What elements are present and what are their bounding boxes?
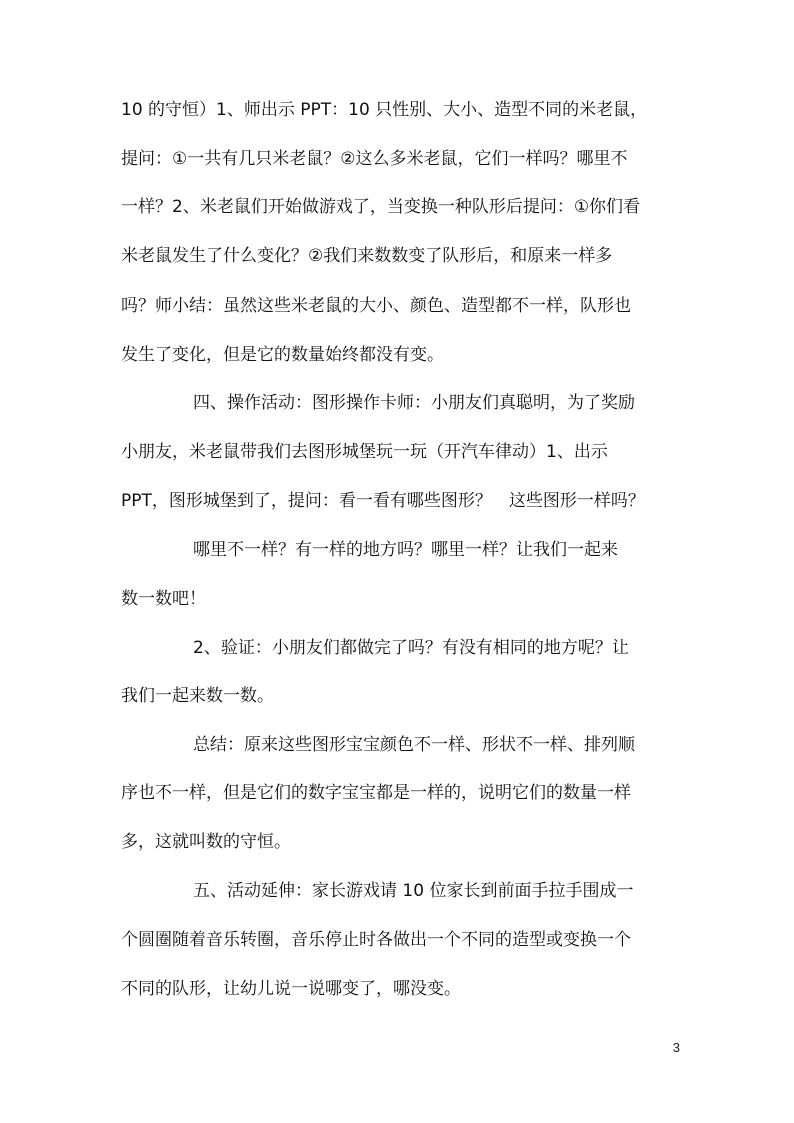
text-line-12: 2、验证：小朋友们都做完了吗？有没有相同的地方呢？让 xyxy=(193,638,629,658)
text-line-19: 不同的队形，让幼儿说一说哪变了，哪没变。 xyxy=(121,979,461,999)
text-line-17: 五、活动延伸：家长游戏请 10 位家长到前面手拉手围成一 xyxy=(193,881,634,901)
text-line-5: 吗？师小结：虽然这些米老鼠的大小、颜色、造型都不一样，队形也 xyxy=(121,296,631,316)
text-line-2: 提问：①一共有几只米老鼠？②这么多米老鼠，它们一样吗？哪里不 xyxy=(121,149,628,169)
text-line-1: 10 的守恒）1、师出示 PPT：10 只性别、大小、造型不同的米老鼠， xyxy=(121,100,648,120)
text-line-13: 我们一起来数一数。 xyxy=(121,686,274,706)
text-line-8: 小朋友，米老鼠带我们去图形城堡玩一玩（开汽车律动）1、出示 xyxy=(121,442,608,462)
text-line-3: 一样？2、米老鼠们开始做游戏了，当变换一种队形后提问：①你们看 xyxy=(121,197,641,217)
text-line-4: 米老鼠发生了什么变化？②我们来数数变了队形后，和原来一样多 xyxy=(121,246,613,266)
page-number: 3 xyxy=(672,1040,680,1055)
text-line-6: 发生了变化，但是它的数量始终都没有变。 xyxy=(121,345,444,365)
text-line-16: 多，这就叫数的守恒。 xyxy=(121,832,291,852)
text-line-10: 哪里不一样？有一样的地方吗？哪里一样？让我们一起来 xyxy=(193,540,618,560)
text-line-11: 数一数吧！ xyxy=(121,589,206,609)
text-line-7: 四、操作活动：图形操作卡师：小朋友们真聪明，为了奖励 xyxy=(193,393,635,413)
text-line-9: PPT，图形城堡到了，提问：看一看有哪些图形？ 这些图形一样吗？ xyxy=(121,491,645,511)
text-line-18: 个圆圈随着音乐转圈，音乐停止时各做出一个不同的造型或变换一个 xyxy=(121,930,631,950)
text-line-14: 总结：原来这些图形宝宝颜色不一样、形状不一样、排列顺 xyxy=(193,735,635,755)
text-line-15: 序也不一样，但是它们的数字宝宝都是一样的，说明它们的数量一样 xyxy=(121,783,631,803)
